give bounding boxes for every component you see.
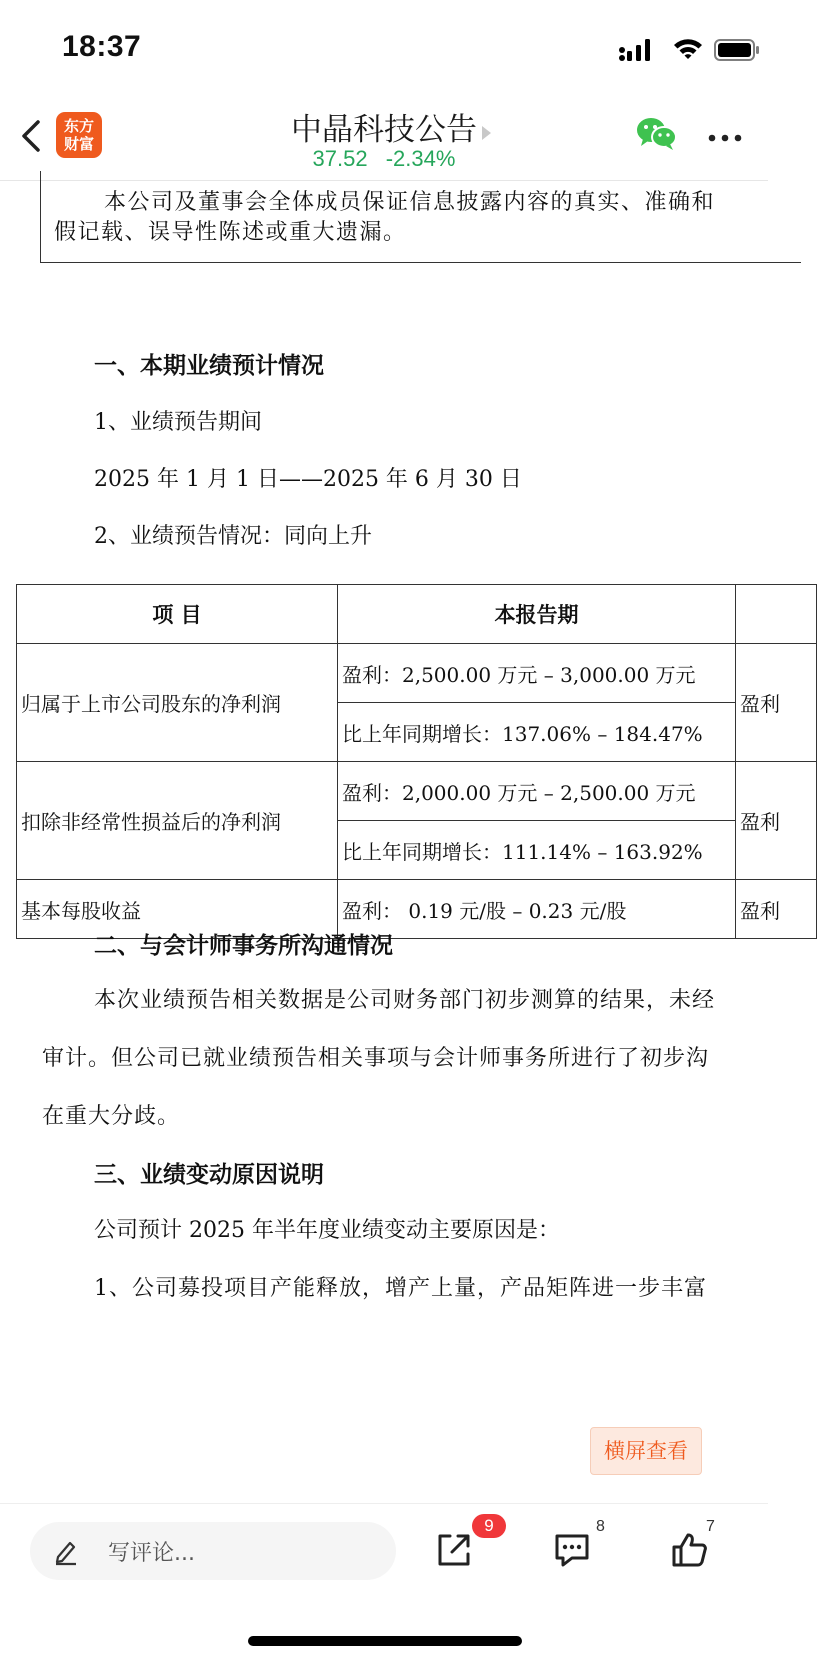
table-row (17, 644, 817, 703)
table-row (17, 762, 817, 821)
forecast-table (16, 584, 817, 939)
section2-text-line3: 在重大分歧。 (42, 1104, 181, 1129)
battery-icon (714, 39, 760, 61)
period-value: 2025 年 1 月 1 日——2025 年 6 月 30 日 (94, 467, 522, 492)
header-current-period: 本报告期 (338, 585, 736, 644)
comment-count: 8 (596, 1518, 605, 1535)
notice-text-line1: 本公司及董事会全体成员保证信息披露内容的真实、准确和 (104, 190, 716, 215)
row-net-profit-value: 盈利：2,500.00 万元 – 3,000.00 万元 (338, 644, 736, 703)
row-eps-prev: 盈利 (736, 880, 817, 939)
like-count: 7 (706, 1518, 715, 1535)
row-adjusted-profit-value: 盈利：2,000.00 万元 – 2,500.00 万元 (338, 762, 736, 821)
row-net-profit-label: 归属于上市公司股东的净利润 (17, 644, 338, 762)
section2-text-line2: 审计。但公司已就业绩预告相关事项与会计师事务所进行了初步沟 (42, 1046, 710, 1071)
row-eps-label: 基本每股收益 (17, 880, 338, 939)
wechat-share-icon[interactable] (636, 116, 678, 152)
header-item: 项 目 (17, 585, 338, 644)
section3-item1: 1、公司募投项目产能释放，增产上量，产品矩阵进一步丰富 (94, 1276, 707, 1301)
status-time: 18:37 (62, 30, 142, 63)
stock-price: 37.52 (312, 146, 368, 171)
logo-text-line2: 财富 (63, 135, 94, 153)
header-prev-period (736, 585, 817, 644)
more-icon[interactable] (708, 134, 742, 142)
bottom-toolbar (0, 1503, 768, 1604)
announcement-document (0, 181, 780, 1503)
comment-input[interactable] (30, 1522, 396, 1580)
cellular-signal-icon (618, 38, 654, 62)
table-header-row (17, 585, 817, 644)
page-title[interactable]: 中晶科技公告 (291, 112, 477, 148)
landscape-view-button[interactable]: 横屏查看 (590, 1427, 702, 1475)
row-net-profit-growth: 比上年同期增长：137.06% – 184.47% (338, 703, 736, 762)
comment-icon[interactable] (552, 1530, 592, 1570)
pencil-icon (54, 1539, 78, 1565)
section3-intro: 公司预计 2025 年半年度业绩变动主要原因是： (94, 1218, 560, 1243)
row-adjusted-profit-growth: 比上年同期增长：111.14% – 163.92% (338, 821, 736, 880)
period-label: 1、业绩预告期间 (94, 410, 262, 435)
row-net-profit-prev: 盈利 (736, 644, 817, 762)
forecast-type: 2、业绩预告情况：同向上升 (94, 524, 372, 549)
share-icon[interactable] (434, 1530, 474, 1570)
logo-text-line1: 东方 (63, 117, 94, 135)
section3-heading: 三、业绩变动原因说明 (94, 1161, 324, 1188)
title-arrow-icon[interactable] (482, 126, 491, 140)
wifi-icon (672, 36, 704, 62)
section2-heading: 二、与会计师事务所沟通情况 (94, 932, 393, 959)
row-adjusted-profit-label: 扣除非经常性损益后的净利润 (17, 762, 338, 880)
share-count-badge: 9 (472, 1514, 506, 1538)
status-bar (0, 0, 768, 96)
section1-heading: 一、本期业绩预计情况 (94, 352, 324, 379)
comment-placeholder: 写评论... (108, 1541, 195, 1566)
stock-change: -2.34% (385, 146, 456, 171)
home-indicator (248, 1636, 522, 1646)
row-eps-value: 盈利： 0.19 元/股 – 0.23 元/股 (338, 880, 736, 939)
notice-text-line2: 假记载、误导性陈述或重大遗漏。 (54, 220, 407, 245)
like-icon[interactable] (670, 1530, 710, 1570)
row-adjusted-profit-prev: 盈利 (736, 762, 817, 880)
nav-bar (0, 96, 768, 181)
section2-text-line1: 本次业绩预告相关数据是公司财务部门初步测算的结果，未经 (94, 988, 716, 1013)
